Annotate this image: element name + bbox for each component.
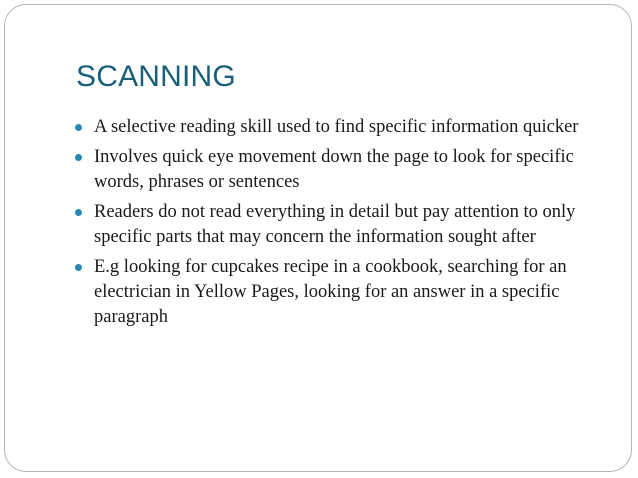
bullet-text: A selective reading skill used to find specific information quicker bbox=[94, 117, 579, 137]
bullet-item bbox=[75, 255, 605, 330]
bullet-item bbox=[75, 115, 605, 140]
bullet-dot-icon bbox=[75, 124, 82, 131]
bullet-list bbox=[75, 115, 605, 335]
slide-title: SCANNING bbox=[76, 60, 236, 93]
bullet-text: Involves quick eye movement down the page to look for specific words, phrases or sentences bbox=[94, 147, 574, 192]
bullet-item bbox=[75, 200, 605, 250]
bullet-dot-icon bbox=[75, 264, 82, 271]
bullet-text: E.g looking for cupcakes recipe in a cookbook, searching for an electrician in Yellow Pages, looking for an answer in a specific paragraph bbox=[94, 257, 567, 327]
bullet-dot-icon bbox=[75, 209, 82, 216]
bullet-text: Readers do not read everything in detail but pay attention to only specific parts that may concern the information sought after bbox=[94, 202, 576, 247]
bullet-item bbox=[75, 145, 605, 195]
slide bbox=[4, 4, 632, 472]
bullet-dot-icon bbox=[75, 154, 82, 161]
